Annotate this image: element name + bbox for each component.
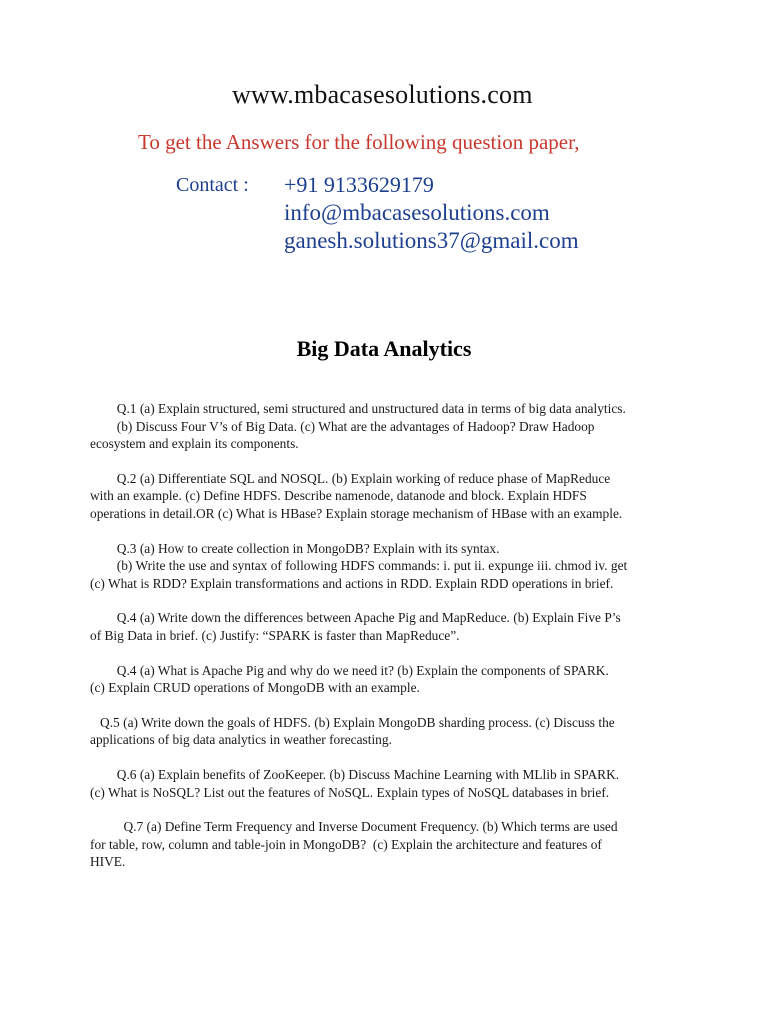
- question-text-line: Q.4 (a) What is Apache Pig and why do we need it? (b) Explain the components of SPARK.: [90, 662, 609, 678]
- question-block: [90, 766, 700, 801]
- question-block: [90, 714, 700, 749]
- question-text-line: (c) What is NoSQL? List out the features of NoSQL. Explain types of NoSQL databases in brief.: [90, 784, 610, 800]
- contact-phone: +91 9133629179: [284, 172, 434, 197]
- contact-email-info: info@mbacasesolutions.com: [284, 200, 550, 225]
- website-url: www.mbacasesolutions.com: [232, 80, 533, 109]
- question-text-line: operations in detail.OR (c) What is HBase? Explain storage mechanism of HBase with an example.: [90, 505, 623, 521]
- question-block: [90, 818, 700, 871]
- question-block: [90, 540, 700, 593]
- promo-banner: [0, 0, 768, 280]
- question-text-line: Q.3 (a) How to create collection in MongoDB? Explain with its syntax.: [90, 540, 500, 556]
- question-block: [90, 400, 700, 453]
- question-block: [90, 470, 700, 523]
- question-text-line: Q.4 (a) Write down the differences between Apache Pig and MapReduce. (b) Explain Five P’s: [90, 610, 621, 626]
- answers-tagline: To get the Answers for the following question paper,: [138, 130, 580, 154]
- contact-label: Contact :: [176, 174, 249, 196]
- question-text-line: (b) Write the use and syntax of following HDFS commands: i. put ii. expunge iii. chmod iv. get: [90, 558, 628, 574]
- document-title: Big Data Analytics: [296, 336, 472, 361]
- contact-email-gmail: ganesh.solutions37@gmail.com: [284, 228, 579, 253]
- question-text-line: Q.6 (a) Explain benefits of ZooKeeper. (b) Discuss Machine Learning with MLlib in SPARK.: [90, 766, 620, 782]
- question-text-line: Q.5 (a) Write down the goals of HDFS. (b) Explain MongoDB sharding process. (c) Discuss the: [90, 714, 615, 730]
- question-block: [90, 609, 700, 644]
- question-text-line: (c) Explain CRUD operations of MongoDB with an example.: [90, 680, 420, 696]
- question-text-line: HIVE.: [90, 854, 126, 870]
- question-text-line: Q.1 (a) Explain structured, semi structured and unstructured data in terms of big data analytics.: [90, 401, 626, 416]
- question-text-line: (c) What is RDD? Explain transformations and actions in RDD. Explain RDD operations in brief.: [90, 575, 614, 591]
- question-text-line: of Big Data in brief. (c) Justify: “SPARK is faster than MapReduce”.: [90, 627, 460, 643]
- question-text-line: Q.7 (a) Define Term Frequency and Inverse Document Frequency. (b) Which terms are used: [90, 819, 618, 835]
- question-text-line: for table, row, column and table-join in MongoDB? (c) Explain the architecture and features of: [90, 836, 602, 852]
- question-text-line: ecosystem and explain its components.: [90, 436, 299, 452]
- question-text-line: with an example. (c) Define HDFS. Describe namenode, datanode and block. Explain HDFS: [90, 488, 587, 504]
- question-text-line: (b) Discuss Four V’s of Big Data. (c) What are the advantages of Hadoop? Draw Hadoop: [90, 418, 595, 434]
- question-text-line: Q.2 (a) Differentiate SQL and NOSQL. (b) Explain working of reduce phase of MapReduce: [90, 470, 611, 486]
- question-list: [90, 400, 700, 888]
- question-text-line: applications of big data analytics in weather forecasting.: [90, 732, 392, 748]
- question-block: [90, 662, 700, 697]
